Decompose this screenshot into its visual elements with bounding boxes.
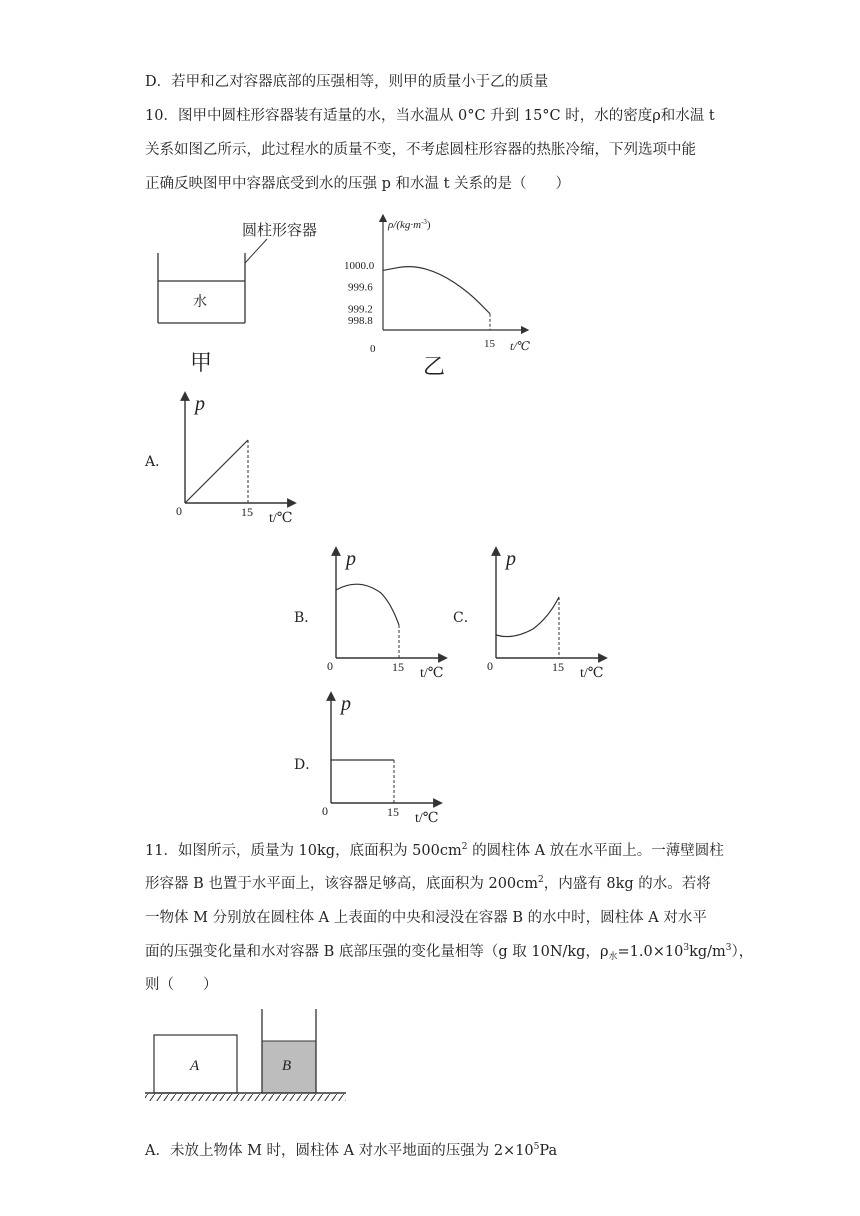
q10-option-d-label: D． (294, 757, 320, 773)
q11-figure (140, 1005, 380, 1110)
svg-text:p: p (346, 548, 356, 570)
q11-option-a: A．未放上物体 M 时，圆柱体 A 对水平地面的压强为 $2\times 10^5Pa$ (145, 1142, 558, 1159)
svg-text:0: 0 (176, 504, 182, 518)
q10-option-d-graph (318, 690, 448, 830)
caption-yi: 乙 (423, 355, 446, 380)
yi-ytick-1000-0: 1000.0 (344, 260, 375, 272)
container-label: 圆柱形容器 (242, 221, 318, 239)
svg-text:15: 15 (392, 660, 404, 674)
option-c-curve (496, 597, 559, 637)
svg-text:t/℃: t/℃ (415, 811, 439, 826)
q11-stem-line-4: 面的压强变化量和水对容器 B 底部压强的变化量相等（g 取 10N/kg，$\rho_水=1.0\times 10^3kg/m^3$）， (145, 943, 754, 962)
label-a: A (190, 1058, 200, 1074)
yi-xtick-15: 15 (484, 338, 495, 350)
yi-ytick-998-8: 998.8 (348, 315, 373, 327)
label-b: B (282, 1058, 292, 1074)
yi-xlabel: t/℃ (510, 339, 531, 353)
q11-stem-line-3: 一物体 M 分别放在圆柱体 A 上表面的中央和浸没在容器 B 的水中时，圆柱体 A 对水平 (145, 910, 707, 926)
option-b-curve (336, 584, 399, 625)
svg-text:15: 15 (387, 805, 399, 819)
yi-ytick-999-2: 999.2 (348, 303, 373, 316)
q10-stem-line-1: 10．图甲中圆柱形容器装有适量的水，当水温从 0°C 升到 15°C 时，水的密度ρ和水温 t (145, 108, 715, 124)
svg-text:p: p (341, 693, 351, 715)
yi-ylabel: $\rho/(kg\cdot m^{-3})$ (388, 218, 431, 231)
svg-text:15: 15 (241, 505, 253, 519)
svg-text:t/℃: t/℃ (269, 511, 293, 526)
yi-origin: 0 (370, 343, 376, 355)
q10-option-c-graph (483, 545, 613, 685)
q10-stem-line-3: 正确反映图甲中容器底受到水的压强 p 和水温 t 关系的是（ ） (145, 176, 571, 192)
svg-text:0: 0 (327, 659, 333, 673)
svg-text:t/℃: t/℃ (580, 666, 604, 681)
svg-text:0: 0 (487, 659, 493, 673)
ground-hatch (145, 1094, 346, 1101)
yi-ytick-999-6: 999.6 (348, 281, 373, 294)
figure-yi-density-chart (330, 210, 550, 380)
svg-text:15: 15 (552, 660, 564, 674)
q11-stem-line-1: 11．如图所示，质量为 10kg，底面积为 $500cm^2$ 的圆柱体 A 放在水平面上。一薄壁圆柱 (145, 842, 724, 859)
q10-stem-line-2: 关系如图乙所示，此过程水的质量不变，不考虑圆柱形容器的热胀冷缩，下列选项中能 (145, 142, 696, 158)
q10-option-a-label: A． (145, 454, 170, 470)
q10-option-c-label: C． (453, 610, 478, 626)
q9-option-d: D．若甲和乙对容器底部的压强相等，则甲的质量小于乙的质量 (145, 74, 549, 90)
q10-option-b-label: B． (294, 610, 319, 626)
yi-density-curve (383, 267, 490, 314)
q11-stem-line-5: 则（ ） (145, 977, 218, 993)
svg-text:0: 0 (322, 804, 328, 818)
q10-option-b-graph (323, 545, 453, 685)
q10-option-a-graph (172, 390, 302, 530)
water-label: 水 (193, 294, 207, 310)
svg-text:p: p (195, 393, 205, 415)
svg-text:p: p (506, 548, 516, 570)
q11-stem-line-2: 形容器 B 也置于水平面上，该容器足够高，底面积为 $200cm^2$，内盛有 8kg 的水。若将 (145, 875, 711, 892)
caption-jia: 甲 (190, 351, 213, 376)
figure-jia (150, 215, 340, 385)
svg-text:t/℃: t/℃ (420, 666, 444, 681)
option-a-curve (185, 440, 248, 503)
